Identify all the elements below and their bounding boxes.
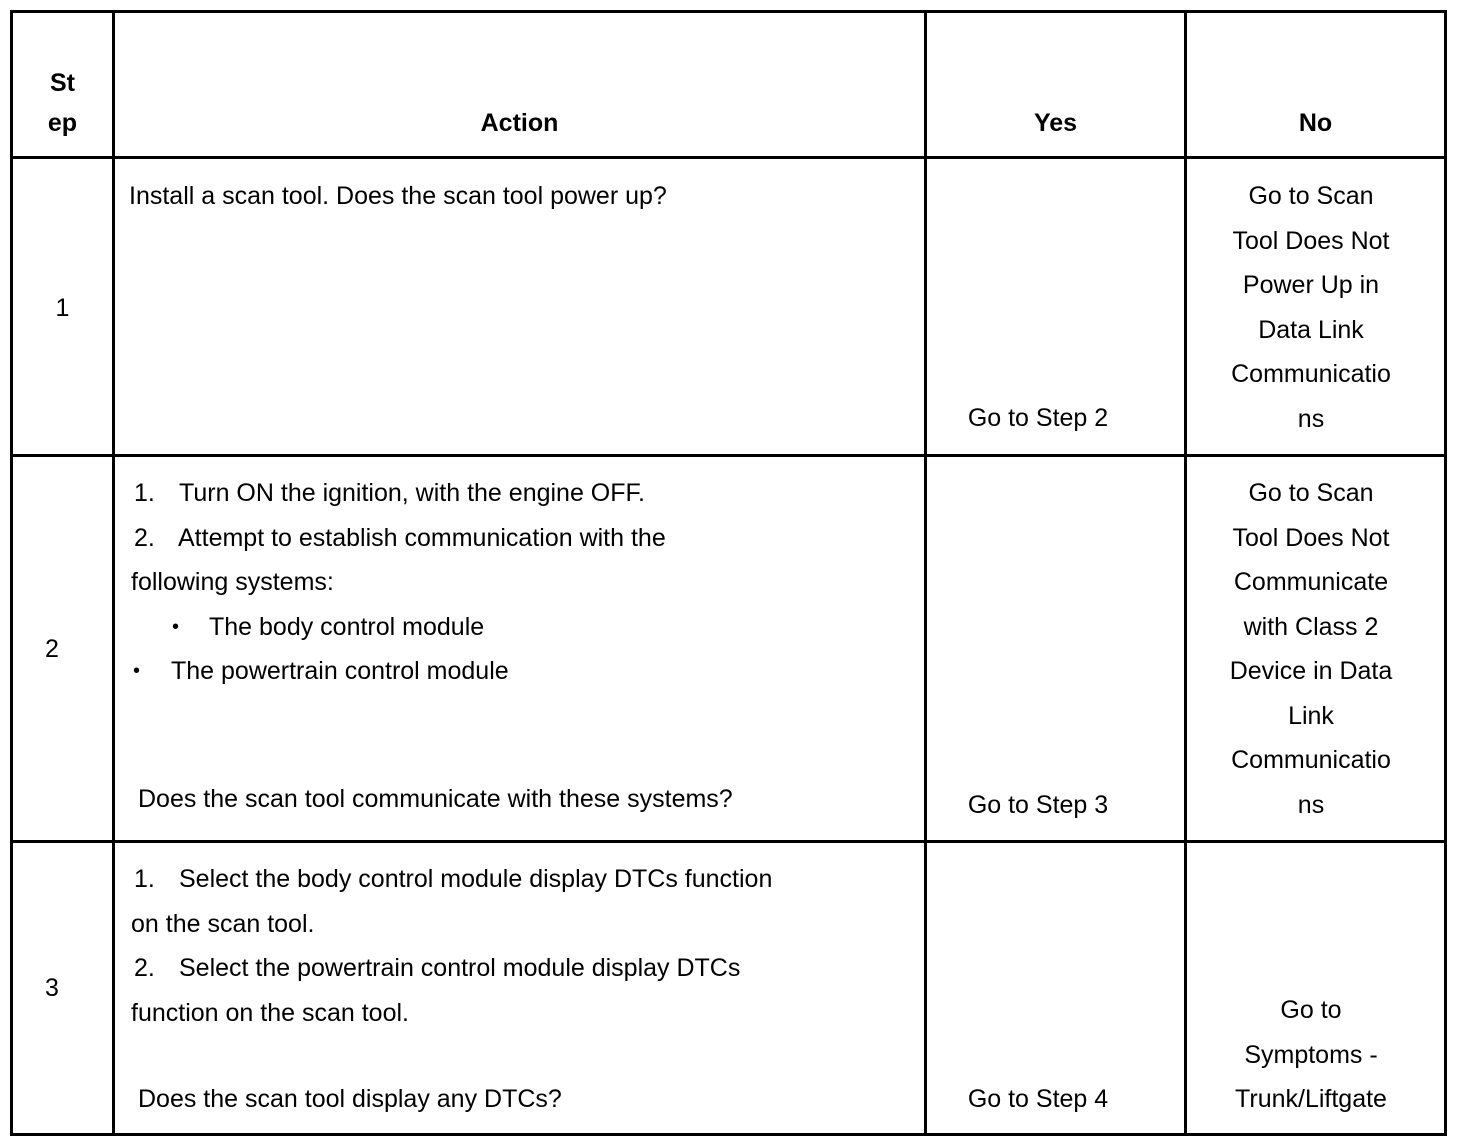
action-text: Install a scan tool. Does the scan tool power up? [129,182,667,210]
action-question: Does the scan tool communicate with these systems? [138,785,733,813]
table-border-top [10,10,1447,13]
step-number: 2 [45,635,59,663]
no-result-line: Device in Data [1229,657,1393,685]
list-number: 1. [134,479,155,507]
diagnostic-table [10,10,1447,1136]
yes-result: Go to Step 3 [967,791,1109,819]
no-result-line: Trunk/Liftgate [1235,1085,1387,1113]
no-result [1187,471,1435,827]
no-result-line: Link [1288,701,1334,730]
action-question: Does the scan tool display any DTCs? [138,1085,562,1113]
table-border-right [1444,10,1447,1136]
no-result-line: Communicatio [1231,746,1391,774]
no-result [1187,174,1435,441]
header-yes: Yes [1033,109,1078,137]
bullet-glyph: • [172,616,180,638]
list-item-text: Attempt to establish communication with the [178,524,666,552]
row-divider [10,454,1447,457]
step-number: 3 [45,974,59,1002]
column-divider [112,10,115,1136]
row-divider [10,840,1447,843]
table-border-bottom [10,1133,1447,1136]
column-divider [924,10,927,1136]
no-result-line: Power Up in [1242,271,1380,299]
no-result-line: Communicate [1233,568,1389,596]
no-result-line: Go to Scan [1248,182,1374,210]
header-action: Action [480,109,559,137]
list-item-continuation: following systems: [131,568,334,596]
no-result-line: Tool Does Not [1232,226,1390,255]
list-item-text: Select the powertrain control module display DTCs [179,954,741,982]
no-result-line: with Class 2 [1243,612,1379,641]
header-no: No [1298,109,1333,137]
no-result-line: Data Link [1258,315,1364,344]
list-item-continuation: function on the scan tool. [131,999,409,1027]
bullet-glyph: • [133,660,141,682]
list-item-continuation: on the scan tool. [131,910,315,938]
no-result-line: ns [1297,404,1325,433]
list-number: 2. [134,524,155,552]
header-step-line: ep [47,109,78,137]
no-result-line: Symptoms - [1244,1040,1378,1069]
list-item-text: Turn ON the ignition, with the engine OFF. [179,479,645,507]
list-number: 1. [134,865,155,893]
step-number: 1 [55,294,70,322]
header-step-line: St [50,69,75,97]
yes-result: Go to Step 2 [967,404,1109,432]
row-divider [10,156,1447,159]
no-result-line: Communicatio [1231,360,1391,388]
no-result-line: Go to [1280,996,1342,1024]
header-step [13,63,112,143]
no-result [1187,988,1435,1122]
list-number: 2. [134,954,155,982]
yes-result: Go to Step 4 [967,1085,1109,1113]
bullet-item-text: The powertrain control module [171,657,509,685]
no-result-line: Tool Does Not [1232,523,1390,552]
no-result-line: Go to Scan [1248,479,1374,507]
list-item-text: Select the body control module display DTCs function [179,865,773,893]
no-result-line: ns [1297,790,1325,819]
bullet-item-text: The body control module [209,613,485,641]
